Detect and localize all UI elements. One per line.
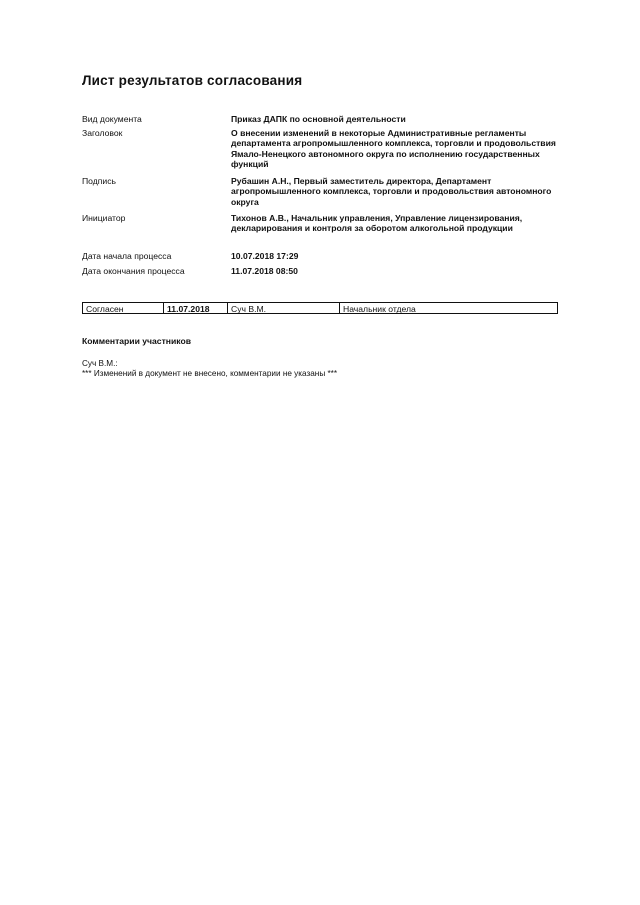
field-label: Вид документа xyxy=(82,114,142,124)
result-person-cell: Суч В.М. xyxy=(228,303,340,313)
field-value: Рубашин А.Н., Первый заместитель директора, Департамент агропромышленного комплекса, торговли и продовольствия автономного округа xyxy=(231,176,552,207)
approval-results-table xyxy=(82,302,558,314)
page-title: Лист результатов согласования xyxy=(82,73,303,88)
comments-heading: Комментарии участников xyxy=(82,336,191,346)
field-label: Заголовок xyxy=(82,128,123,138)
field-value: О внесении изменений в некоторые Административные регламенты департамента агропромышленного комплекса, торговли и продовольствия Ямало-Ненецкого автономного округа по исполнению государственных функций xyxy=(231,128,556,170)
field-label: Дата окончания процесса xyxy=(82,266,185,276)
comment-author: Суч В.М.: xyxy=(82,359,118,368)
result-position-cell: Начальник отдела xyxy=(343,304,416,313)
result-date-cell: 11.07.2018 xyxy=(164,303,228,313)
field-value: 10.07.2018 17:29 xyxy=(231,251,299,261)
comment-text: *** Изменений в документ не внесено, комментарии не указаны *** xyxy=(82,369,338,378)
field-value: 11.07.2018 08:50 xyxy=(231,266,298,276)
field-value: Приказ ДАПК по основной деятельности xyxy=(231,114,406,124)
field-value: Тихонов А.В., Начальник управления, Управление лицензирования, декларирования и контроля за оборотом алкогольной продукции xyxy=(231,213,523,234)
result-status-cell: Согласен xyxy=(83,303,164,313)
field-label: Дата начала процесса xyxy=(82,251,172,261)
field-label: Инициатор xyxy=(82,213,126,223)
field-label: Подпись xyxy=(82,176,117,186)
